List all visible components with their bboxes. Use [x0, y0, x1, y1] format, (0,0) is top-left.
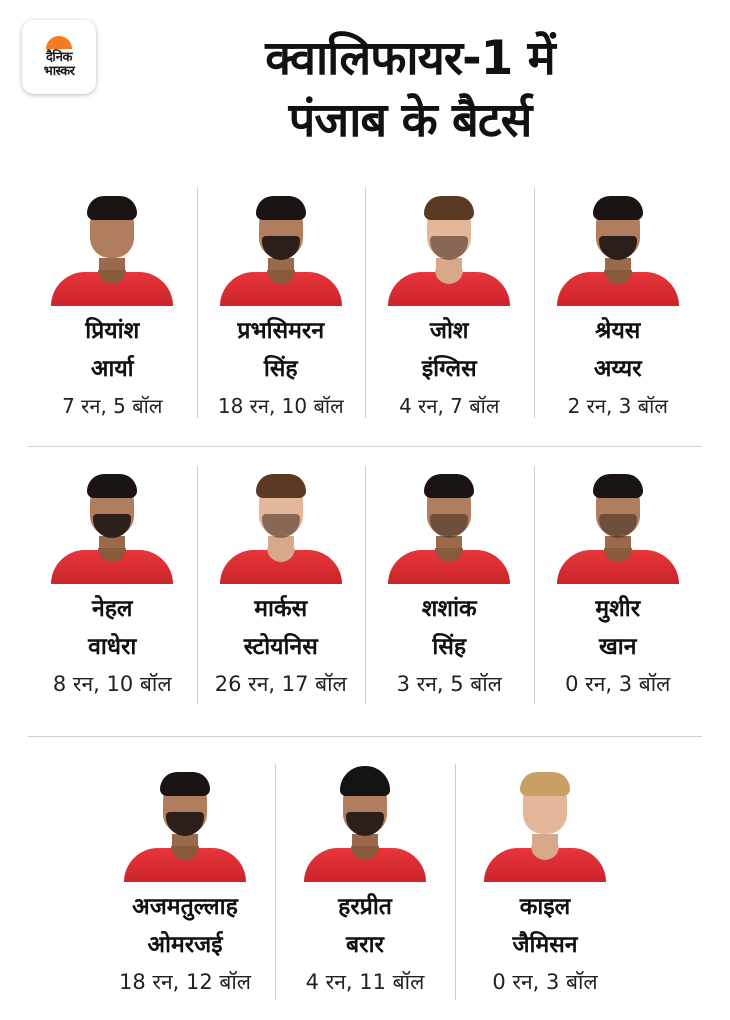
player-name: हरप्रीत बरार	[338, 894, 392, 958]
player-stats: 3 रन, 5 बॉल	[396, 672, 502, 696]
player-photo-icon	[300, 764, 430, 882]
page-title	[110, 28, 710, 152]
player-photo-icon	[216, 188, 346, 306]
title-line-1: क्वालिफायर-1 में	[265, 31, 555, 86]
player-name: प्रियांश आर्या	[85, 318, 140, 382]
player-photo-icon	[384, 188, 514, 306]
player-stats: 18 रन, 12 बॉल	[118, 970, 252, 994]
player-stats: 8 रन, 10 बॉल	[52, 672, 172, 696]
row-divider	[28, 446, 702, 447]
player-photo-icon	[120, 764, 250, 882]
player-photo-icon	[216, 466, 346, 584]
player-photo-icon	[47, 188, 177, 306]
player-name: नेहल वाधेरा	[88, 596, 137, 660]
player-name: काइल जैमिसन	[512, 894, 578, 958]
player-stats: 26 रन, 17 बॉल	[214, 672, 347, 696]
player-photo-icon	[553, 466, 683, 584]
title-line-2: पंजाब के बैटर्स	[288, 93, 532, 148]
player-card	[534, 466, 703, 714]
player-card	[197, 466, 366, 714]
batters-row-3	[95, 764, 635, 1010]
player-card	[365, 466, 534, 714]
logo-line-2: भास्कर	[43, 63, 75, 79]
player-name: अजमतुल्लाह ओमरजई	[132, 894, 238, 958]
player-name: प्रभसिमरन सिंह	[237, 318, 325, 382]
player-photo-icon	[384, 466, 514, 584]
player-card	[275, 764, 455, 1010]
player-card	[197, 188, 366, 428]
player-card	[95, 764, 275, 1010]
player-name: मार्कस स्टोयनिस	[243, 596, 318, 660]
player-card	[365, 188, 534, 428]
player-photo-icon	[553, 188, 683, 306]
player-stats: 7 रन, 5 बॉल	[62, 394, 163, 418]
player-stats: 4 रन, 11 बॉल	[305, 970, 425, 994]
dainik-bhaskar-logo	[22, 20, 96, 94]
player-name: जोश इंग्लिस	[421, 318, 477, 382]
batters-row-1	[28, 188, 702, 428]
player-stats: 0 रन, 3 बॉल	[492, 970, 598, 994]
row-divider	[28, 736, 702, 737]
player-name: श्रेयस अय्यर	[593, 318, 642, 382]
batters-row-2	[28, 466, 702, 714]
logo-line-1: दैनिक	[46, 49, 72, 65]
player-card	[28, 188, 197, 428]
player-card	[455, 764, 635, 1010]
player-stats: 4 रन, 7 बॉल	[399, 394, 500, 418]
player-card	[534, 188, 703, 428]
logo-sun-icon	[46, 36, 72, 49]
player-card	[28, 466, 197, 714]
player-stats: 18 रन, 10 बॉल	[217, 394, 344, 418]
player-photo-icon	[480, 764, 610, 882]
player-stats: 2 रन, 3 बॉल	[567, 394, 668, 418]
player-name: शशांक सिंह	[421, 596, 477, 660]
player-stats: 0 रन, 3 बॉल	[565, 672, 671, 696]
player-photo-icon	[47, 466, 177, 584]
player-name: मुशीर खान	[595, 596, 641, 660]
